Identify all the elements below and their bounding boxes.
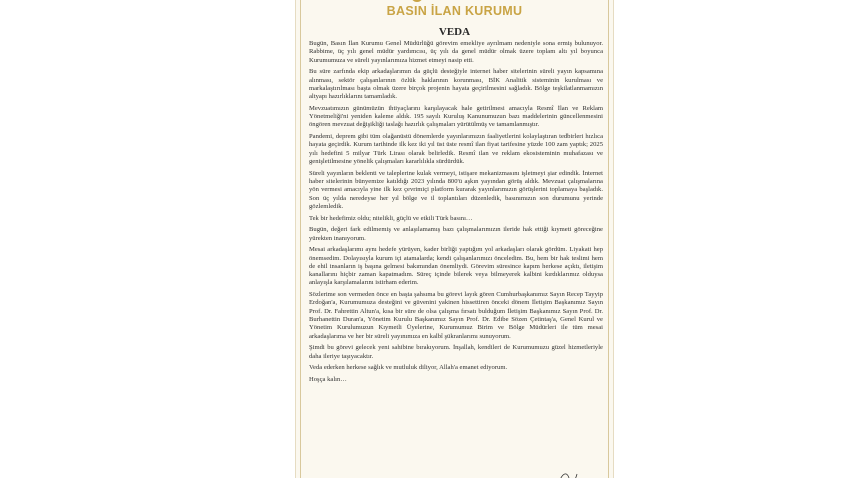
paragraph: Mevzuatımızın günümüzün ihtiyaçlarını karşılayacak hale getirilmesi amacıyla Resmî İlan ve Reklam Yönetmeliği'ni yeniden kaleme aldık. 195 sayılı Kuruluş Kanunumuzun bazı maddelerinin güncellenmesini öngören mevzuat değişikliği taslağı hazırlık çalışmaları yürütülmüş ve tamamlanmıştır.	[309, 104, 603, 129]
paragraph: Bugün, Basın İlan Kurumu Genel Müdürlüğü görevim emekliye ayrılmam nedeniyle sona ermiş bulunuyor. Rabbime, üç yılı genel müdür yardımcısı, üç yılı da genel müdür olmak üzere toplam altı yıl boyunca Kurumumuza ve süreli yayınlarımıza hizmet etmeyi nasip etti.	[309, 40, 603, 64]
paragraph: Veda ederken herkese sağlık ve mutluluk diliyor, Allah'a emanet ediyorum.	[309, 364, 508, 372]
paragraph: Tek bir hedefimiz oldu; nitelikli, güçlü ve etkili Türk basını…	[309, 214, 473, 222]
paragraph: Şimdi bu görevi gelecek yeni sahibine bırakıyorum. İnşallah, kendileri de Kurumumuzu güzel hizmetleriyle daha ileriye taşıyacaktır.	[309, 344, 603, 360]
paragraph: Pandemi, deprem gibi tüm olağanüstü dönemlerde yayınlarımızın faaliyetlerini kolaylaştıran tedbirleri hızlıca hayata geçirdik. Kurum tarihinde ilk kez iki yıl üst üste resmî ilan fiyat tarifesine yüzde 100 zam yaptık; 2025 yılı hedefini 5 milyar Türk Lirası olarak belirledik. Resmî ilan ve reklam ekosisteminin muhafazası ve genişletilmesine yönelik çalışmaları kararlılıkla sürdürdük.	[309, 133, 603, 166]
closing-line: Hoşça kalın…	[309, 375, 347, 383]
paragraph: Mesai arkadaşlarımı aynı hedefe yürüyen, kader birliği yaptığım yol arkadaşları olarak gördüm. Liyakati hep önemsedim. Dolayısıyla kurum içi atamalarda; kendi çalışanlarımızı önceledim. Bu, hem bir hak teslimi hem de ehil insanların iş başına gelmesi bakımından önemliydi. Görevim süresince kapım herkese açıktı, iletişim kanallarını hiçbir zaman kapatmadım. Süreç içinde bilerek veya bilmeyerek kalbini kırdıklarımız olduysa anlayışla karşılamalarını istirham ederim.	[309, 246, 603, 287]
letter-body	[309, 40, 603, 388]
paragraph: Bugün, değeri fark edilmemiş ve anlaşılamamış bazı çalışmalarımızın ileride hak ettiği kıymeti göreceğine yürekten inanıyorum.	[309, 226, 603, 242]
farewell-letter-page	[295, 0, 614, 478]
organization-name: BASIN İLAN KURUMU	[386, 4, 523, 18]
paragraph: Bu süre zarfında ekip arkadaşlarımın da güçlü desteğiyle internet haber sitelerinin süreli yayın kapsamına alınması, sektör çalışanlarının özlük haklarının korunması, BİK Analitik sisteminin kurulması ve markalaştırılması başta olmak üzere birçok projenin hayata geçirilmesini sağladık. Bölge teşkilatlanmamızın altyapı hazırlıklarını tamamladık.	[309, 68, 603, 101]
paragraph: Sözlerime son vermeden önce en başta şahsıma bu görevi layık gören Cumhurbaşkanımız Sayın Recep Tayyip Erdoğan'a, Kurumumuza desteğini ve güvenini yakinen hissettiren önceki dönem İletişim Başkanımız Sayın Prof. Dr. Fahrettin Altun'a, kısa bir süre de olsa çalışma fırsatı bulduğum İletişim Başkanımız Sayın Prof. Dr. Burhanettin Duran'a, Yönetim Kurulu Başkanımız Sayın Prof. Dr. Edibe Sözen Çetintaş'a, Genel Kurul ve Yönetim Kurulumuzun Kıymetli Üyelerine, Kurumumuz Birim ve Bölge Müdürleri ile tüm mesai arkadaşlarıma ve her bir süreli yayınımıza en kalbî şükranlarımı sunuyorum.	[309, 291, 603, 340]
paragraph: Süreli yayınların beklenti ve taleplerine kulak vermeyi, istişare mekanizmasını işletmeyi şiar edindik. İnternet haber sitelerinin bünyemize katıldığı 2023 yılında 800'ü aşkın yayından görüş aldık. Mevzuat çalışmalarına yön vermesi amacıyla yine ilk kez çevrimiçi platform kurarak yayınlarımızın görüşlerini toplamaya başladık. Son üç yılda neredeyse her yıl bölge ve il toplantıları düzenledik, basınımızın son durumunu yerinde gözlemledik.	[309, 169, 603, 210]
letter-title: VEDA	[438, 26, 471, 38]
signature-mark	[557, 470, 579, 478]
